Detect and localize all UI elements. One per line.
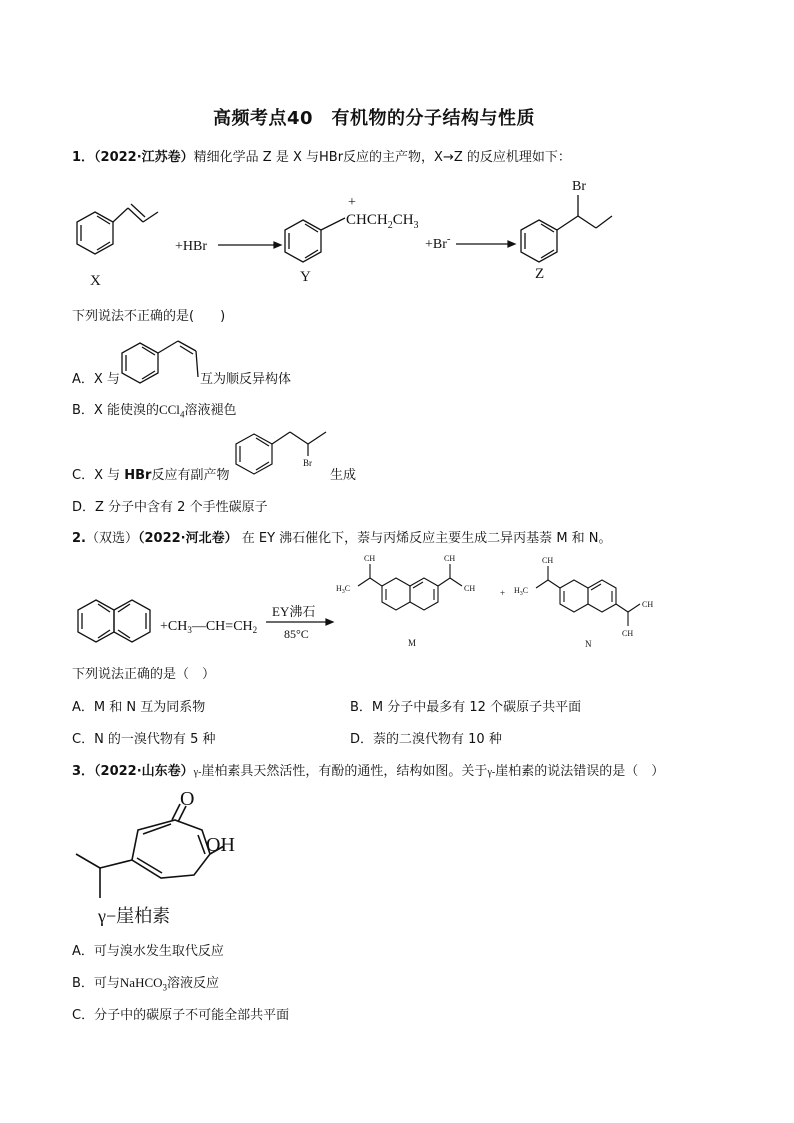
- question-text: 精细化学品 Z 是 X 与HBr反应的主产物，X→Z 的反应机理如下：: [193, 150, 571, 165]
- svg-text:CH: CH: [542, 556, 554, 565]
- svg-text:CH: CH: [464, 584, 476, 593]
- q1-option-a-suffix: 互为顺反异构体: [200, 372, 292, 387]
- catalyst-label: EY沸石: [272, 604, 316, 619]
- q3-option-c: C．分子中的碳原子不可能全部共平面: [72, 1008, 290, 1023]
- svg-text:H3C: $H_3C$: [514, 586, 529, 597]
- molecule-m: [358, 564, 462, 610]
- reagent-hbr: +HBr: [175, 239, 208, 254]
- arrow-2-icon: [456, 241, 515, 247]
- q3-option-b: B．可与NaHCO$_3$溶液反应: [72, 975, 220, 993]
- q1-option-c-suffix: 生成: [330, 468, 357, 483]
- svg-text:H3C: $H_3C$: [336, 584, 351, 595]
- label-m: M: [408, 638, 417, 648]
- cation-plus: +: [348, 195, 356, 210]
- svg-text:CH: CH: [622, 629, 634, 638]
- svg-text:CH: CH: [444, 554, 456, 563]
- carbonyl-o: O: [180, 788, 195, 810]
- label-z: Z: [535, 266, 545, 282]
- label-x: X: [90, 273, 101, 289]
- q1-option-c-prefix: C．X 与 HBr反应有副产物: [72, 468, 230, 483]
- question-1-prompt: 下列说法不正确的是( ): [72, 309, 226, 324]
- svg-text:CH: CH: [364, 554, 376, 563]
- hydroxyl-oh: OH: [206, 834, 235, 856]
- question-source: （2022·江苏卷）: [94, 150, 194, 165]
- molecule-y: [285, 218, 345, 262]
- side-product-structure: [232, 424, 342, 480]
- arrow-3-icon: [266, 619, 333, 625]
- bromine-label: Br: [572, 179, 586, 194]
- question-number: 1．: [72, 150, 95, 165]
- svg-text:CH: CH: [642, 600, 654, 609]
- compound-name: γ−崖柏素: [98, 906, 171, 926]
- label-y: Y: [300, 269, 311, 285]
- question-3-stem: 3．（2022·山东卷）γ-崖柏素具天然活性，有酚的通性，结构如图。关于γ-崖柏素的说法错误的是（ ）: [72, 764, 665, 779]
- q2-option-b: B．M 分子中最多有 12 个碳原子共平面: [350, 700, 582, 715]
- molecule-x: [77, 204, 158, 254]
- molecule-z: [521, 195, 612, 262]
- q1-option-a-prefix: A．X 与: [72, 372, 120, 387]
- label-n: N: [585, 639, 592, 649]
- question-2-stem: 2.（双选）（2022·河北卷） 在 EY 沸石催化下，萘与丙烯反应主要生成二异丙基萘 M 和 N。: [72, 531, 612, 546]
- q2-option-d: D．萘的二溴代物有 10 种: [350, 732, 502, 747]
- temperature-label: 85°C: [284, 627, 309, 641]
- side-product-br: Br: [303, 458, 312, 468]
- propene-reagent: $+CH_3—CH=CH_2$: [160, 619, 258, 635]
- q2-option-c: C．N 的一溴代物有 5 种: [72, 732, 216, 747]
- molecule-n: [536, 566, 640, 626]
- q1-option-b: B．X 能使溴的CCl$_4$溶液褪色: [72, 402, 237, 420]
- q1-option-d: D．Z 分子中含有 2 个手性碳原子: [72, 500, 268, 515]
- hinokitiol-structure: [60, 782, 320, 932]
- page-title: 高频考点40 有机物的分子结构与性质: [213, 108, 536, 129]
- plus-sign: +: [500, 588, 506, 598]
- question-2-prompt: 下列说法正确的是（ ）: [72, 667, 216, 682]
- arrow-1-icon: [218, 242, 281, 248]
- q3-option-a: A．可与溴水发生取代反应: [72, 944, 224, 959]
- cation-formula: $CHCH_2CH_3$: [346, 212, 419, 231]
- q2-option-a: A．M 和 N 互为同系物: [72, 700, 206, 715]
- reagent-br: +Br-: [425, 233, 451, 252]
- q1-reaction-scheme: [0, 160, 794, 300]
- naphthalene-structure: [78, 600, 150, 642]
- q2-reaction-scheme: [0, 550, 794, 660]
